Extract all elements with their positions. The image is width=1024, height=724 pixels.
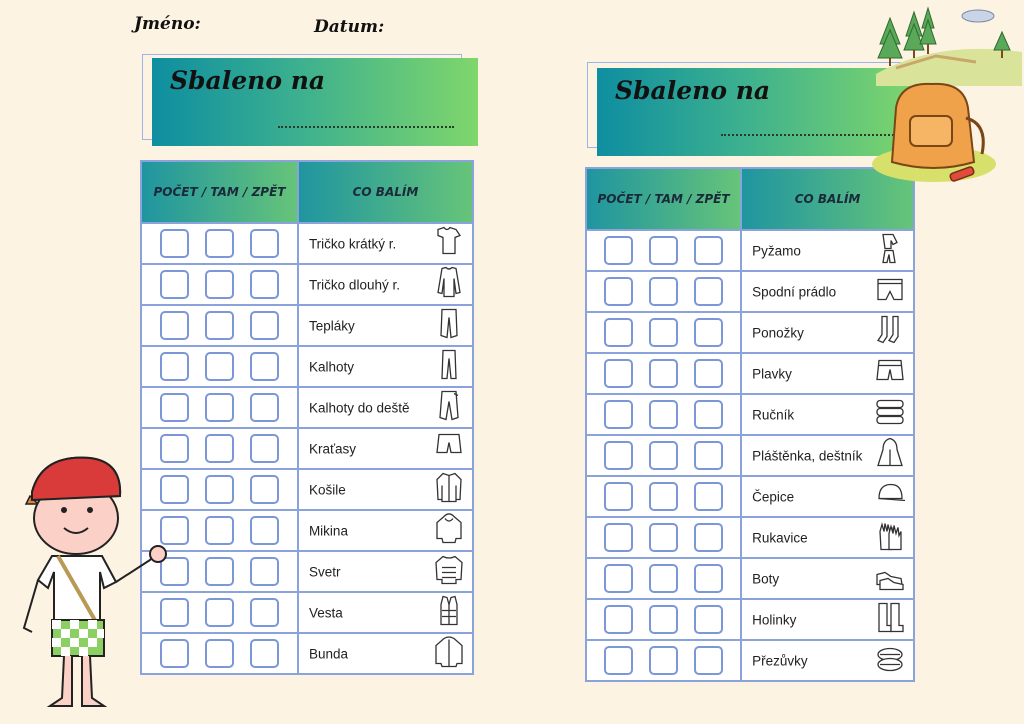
out-checkbox[interactable] [205, 516, 234, 545]
item-label: Boty [752, 571, 780, 586]
count-checkbox[interactable] [604, 564, 633, 593]
count-checkboxes [586, 599, 741, 640]
hoodie-icon [432, 512, 466, 549]
out-checkbox[interactable] [205, 270, 234, 299]
item-label: Ponožky [752, 325, 804, 340]
item-cell [741, 476, 914, 517]
back-checkbox[interactable] [694, 605, 723, 634]
out-checkbox[interactable] [205, 598, 234, 627]
hill-trees-illustration [876, 4, 1022, 86]
jacket-icon [432, 635, 466, 672]
table-row [141, 387, 473, 428]
pants-icon [432, 348, 466, 385]
back-checkbox[interactable] [694, 236, 723, 265]
date-label: Datum: [314, 17, 385, 37]
out-checkbox[interactable] [649, 400, 678, 429]
sweater-icon [432, 553, 466, 590]
towel-icon [873, 396, 907, 433]
back-checkbox[interactable] [250, 639, 279, 668]
socks-icon [873, 314, 907, 351]
item-cell [298, 223, 473, 264]
table-row [586, 599, 914, 640]
table-row [141, 264, 473, 305]
left-packing-table [140, 160, 474, 675]
table-row [141, 592, 473, 633]
item-label: Kalhoty [308, 359, 354, 374]
out-checkbox[interactable] [649, 359, 678, 388]
item-label: Holinky [752, 612, 797, 627]
item-cell [298, 592, 473, 633]
item-label: Plavky [752, 366, 792, 381]
count-checkboxes [586, 517, 741, 558]
count-checkbox[interactable] [160, 270, 189, 299]
item-cell [298, 510, 473, 551]
item-label: Svetr [308, 564, 341, 579]
item-label: Pláštěnka, deštník [752, 448, 863, 463]
back-checkbox[interactable] [694, 400, 723, 429]
sweatpants-icon [432, 307, 466, 344]
item-label: Košile [308, 482, 346, 497]
count-checkboxes [141, 346, 298, 387]
count-checkbox[interactable] [604, 441, 633, 470]
table-row [586, 353, 914, 394]
out-checkbox[interactable] [205, 311, 234, 340]
item-cell [741, 435, 914, 476]
table-row [141, 551, 473, 592]
back-checkbox[interactable] [250, 516, 279, 545]
back-checkbox[interactable] [250, 229, 279, 258]
count-checkbox[interactable] [604, 318, 633, 347]
item-label: Kraťasy [308, 441, 357, 456]
table-row [586, 476, 914, 517]
table-row [141, 346, 473, 387]
left-banner-fill-line[interactable] [278, 126, 454, 128]
out-checkbox[interactable] [205, 229, 234, 258]
item-label: Pyžamo [752, 243, 801, 258]
tshirt-icon [432, 225, 466, 262]
out-checkbox[interactable] [205, 475, 234, 504]
count-checkboxes [586, 353, 741, 394]
back-checkbox[interactable] [694, 441, 723, 470]
out-checkbox[interactable] [205, 639, 234, 668]
table-row [586, 271, 914, 312]
right-packing-table [585, 167, 915, 682]
item-cell [298, 428, 473, 469]
back-checkbox[interactable] [694, 482, 723, 511]
right-banner [597, 68, 917, 156]
back-checkbox[interactable] [250, 270, 279, 299]
count-checkbox[interactable] [160, 311, 189, 340]
item-label: Bunda [308, 646, 348, 661]
table-row [141, 633, 473, 674]
item-cell [741, 558, 914, 599]
item-cell [298, 264, 473, 305]
backpack-illustration [870, 78, 998, 188]
item-cell [741, 640, 914, 681]
item-label: Mikina [308, 523, 348, 538]
right-col-count: POČET / TAM / ZPĚT [586, 168, 741, 230]
table-row [141, 510, 473, 551]
table-row [586, 230, 914, 271]
count-checkboxes [586, 394, 741, 435]
count-checkbox[interactable] [604, 359, 633, 388]
count-checkbox[interactable] [160, 229, 189, 258]
shoes-icon [873, 560, 907, 597]
out-checkbox[interactable] [649, 564, 678, 593]
right-col-items: CO BALÍM [741, 168, 914, 230]
count-checkboxes [586, 271, 741, 312]
out-checkbox[interactable] [649, 441, 678, 470]
item-cell [741, 353, 914, 394]
item-cell [741, 517, 914, 558]
table-row [586, 517, 914, 558]
count-checkboxes [141, 223, 298, 264]
table-row [586, 312, 914, 353]
count-checkbox[interactable] [604, 523, 633, 552]
count-checkbox[interactable] [604, 605, 633, 634]
right-banner-title: Sbaleno na [615, 76, 771, 105]
out-checkbox[interactable] [649, 318, 678, 347]
table-row [586, 394, 914, 435]
count-checkboxes [141, 387, 298, 428]
back-checkbox[interactable] [694, 318, 723, 347]
back-checkbox[interactable] [250, 598, 279, 627]
item-cell [741, 230, 914, 271]
item-cell [298, 469, 473, 510]
back-checkbox[interactable] [694, 564, 723, 593]
rain-pants-icon [432, 389, 466, 426]
item-label: Ručník [752, 407, 795, 422]
item-label: Přezůvky [752, 653, 808, 668]
item-cell [298, 551, 473, 592]
vest-icon [432, 594, 466, 631]
rubber-boots-icon [873, 601, 907, 638]
table-row [141, 469, 473, 510]
count-checkboxes [586, 558, 741, 599]
back-checkbox[interactable] [694, 523, 723, 552]
name-label: Jméno: [134, 14, 201, 34]
item-cell [298, 305, 473, 346]
table-row [141, 223, 473, 264]
item-label: Spodní prádlo [752, 284, 837, 299]
out-checkbox[interactable] [649, 277, 678, 306]
underwear-icon [873, 273, 907, 310]
count-checkbox[interactable] [604, 277, 633, 306]
shirt-icon [432, 471, 466, 508]
item-label: Vesta [308, 605, 343, 620]
back-checkbox[interactable] [250, 557, 279, 586]
item-label: Rukavice [752, 530, 808, 545]
table-row [586, 435, 914, 476]
back-checkbox[interactable] [250, 434, 279, 463]
long-sleeve-shirt-icon [432, 266, 466, 303]
out-checkbox[interactable] [205, 393, 234, 422]
item-cell [741, 312, 914, 353]
back-checkbox[interactable] [694, 646, 723, 675]
count-checkbox[interactable] [604, 482, 633, 511]
item-cell [741, 394, 914, 435]
back-checkbox[interactable] [250, 311, 279, 340]
count-checkbox[interactable] [160, 352, 189, 381]
gloves-icon [873, 519, 907, 556]
left-col-count: POČET / TAM / ZPĚT [141, 161, 298, 223]
slippers-icon [873, 642, 907, 679]
item-cell [741, 271, 914, 312]
back-checkbox[interactable] [694, 277, 723, 306]
item-label: Tepláky [308, 318, 355, 333]
back-checkbox[interactable] [250, 393, 279, 422]
out-checkbox[interactable] [649, 523, 678, 552]
left-col-items: CO BALÍM [298, 161, 473, 223]
item-cell [741, 599, 914, 640]
item-cell [298, 387, 473, 428]
table-row [141, 428, 473, 469]
count-checkbox[interactable] [604, 646, 633, 675]
count-checkbox[interactable] [160, 393, 189, 422]
out-checkbox[interactable] [205, 434, 234, 463]
left-banner-title: Sbaleno na [170, 66, 326, 95]
swim-shorts-icon [873, 355, 907, 392]
out-checkbox[interactable] [205, 557, 234, 586]
out-checkbox[interactable] [649, 646, 678, 675]
item-label: Čepice [752, 489, 795, 504]
back-checkbox[interactable] [694, 359, 723, 388]
cap-icon [873, 478, 907, 515]
count-checkbox[interactable] [604, 236, 633, 265]
count-checkbox[interactable] [604, 400, 633, 429]
count-checkboxes [586, 312, 741, 353]
back-checkbox[interactable] [250, 475, 279, 504]
count-checkboxes [141, 305, 298, 346]
count-checkboxes [586, 476, 741, 517]
item-label: Tričko dlouhý r. [308, 277, 400, 292]
out-checkbox[interactable] [649, 482, 678, 511]
item-label: Kalhoty do deště [308, 400, 410, 415]
raincoat-icon [873, 437, 907, 474]
count-checkboxes [586, 230, 741, 271]
out-checkbox[interactable] [649, 236, 678, 265]
count-checkboxes [586, 435, 741, 476]
table-row [586, 640, 914, 681]
out-checkbox[interactable] [205, 352, 234, 381]
item-cell [298, 633, 473, 674]
boy-illustration [12, 452, 172, 714]
back-checkbox[interactable] [250, 352, 279, 381]
table-row [586, 558, 914, 599]
count-checkboxes [141, 264, 298, 305]
count-checkboxes [586, 640, 741, 681]
item-label: Tričko krátký r. [308, 236, 397, 251]
pajamas-icon [873, 232, 907, 269]
shorts-icon [432, 430, 466, 467]
table-row [141, 305, 473, 346]
item-cell [298, 346, 473, 387]
out-checkbox[interactable] [649, 605, 678, 634]
left-banner [152, 58, 478, 146]
